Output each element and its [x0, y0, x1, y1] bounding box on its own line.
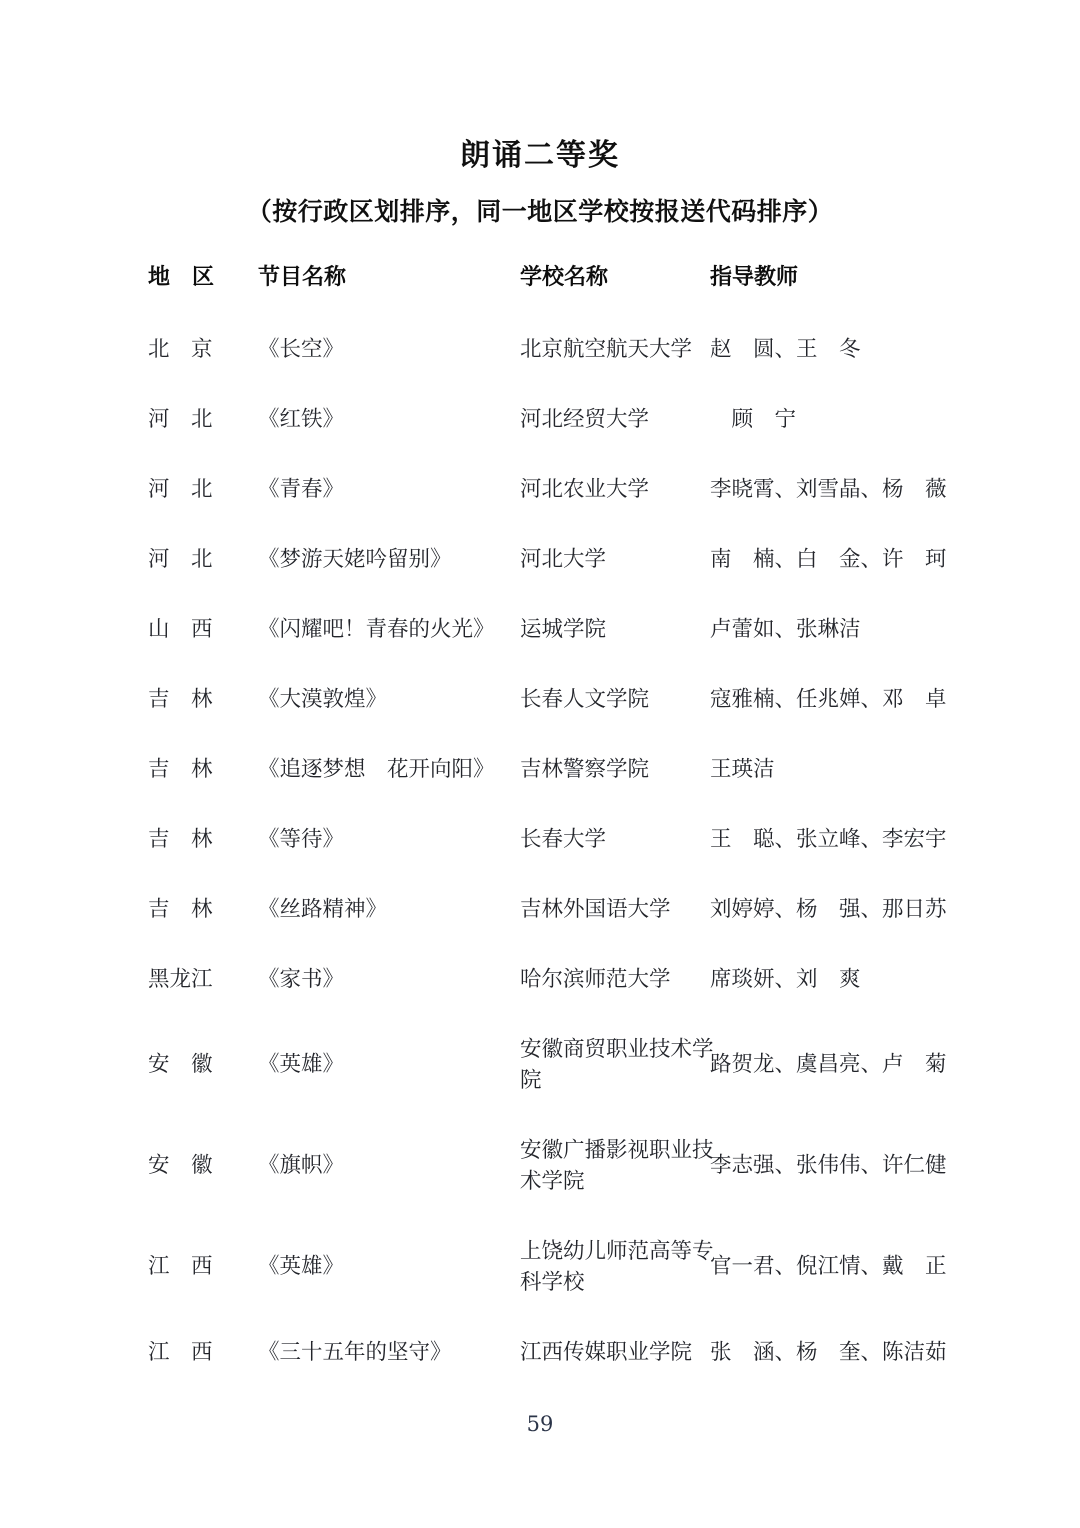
- cell-region: 河 北: [148, 407, 213, 432]
- cell-teacher: 王 聪、张立峰、李宏宇: [710, 827, 947, 852]
- cell-region: 江 西: [148, 1254, 213, 1279]
- cell-program: 《三十五年的坚守》: [258, 1340, 452, 1365]
- cell-program: 《丝路精神》: [258, 897, 388, 922]
- table-row: [148, 384, 948, 454]
- column-header-region: 地 区: [148, 264, 215, 290]
- column-header-school: 学校名称: [520, 264, 609, 290]
- table-body: [148, 314, 948, 1387]
- cell-region: 江 西: [148, 1340, 213, 1365]
- cell-school: 河北农业大学: [520, 477, 650, 502]
- cell-teacher: 刘婷婷、杨 强、那日苏: [710, 897, 947, 922]
- table-row: [148, 664, 948, 734]
- column-header-teacher: 指导教师: [710, 264, 799, 290]
- cell-region: 北 京: [148, 337, 213, 362]
- column-header-program: 节目名称: [258, 264, 347, 290]
- cell-teacher: 南 楠、白 金、许 珂: [710, 547, 947, 572]
- cell-teacher: 路贺龙、虞昌亮、卢 菊: [710, 1052, 947, 1077]
- cell-school: 运城学院: [520, 617, 607, 642]
- cell-teacher: 寇雅楠、任兆婵、邓 卓: [710, 687, 947, 712]
- table-row: [148, 1115, 948, 1216]
- cell-program: 《梦游天姥吟留别》: [258, 547, 452, 572]
- cell-region: 黑龙江: [148, 967, 213, 992]
- cell-region: 吉 林: [148, 827, 213, 852]
- cell-school: 上饶幼儿师范高等专科学校: [520, 1239, 714, 1295]
- cell-teacher: 赵 圆、王 冬: [710, 337, 861, 362]
- table-row: [148, 1216, 948, 1317]
- cell-teacher: 官一君、倪江情、戴 正: [710, 1254, 947, 1279]
- table-row: [148, 734, 948, 804]
- cell-program: 《红铁》: [258, 407, 345, 432]
- table-row: [148, 944, 948, 1014]
- page-subtitle: （按行政区划排序，同一地区学校按报送代码排序）: [246, 197, 834, 226]
- cell-school: 安徽广播影视职业技术学院: [520, 1138, 714, 1194]
- table-row: [148, 1014, 948, 1115]
- cell-region: 安 徽: [148, 1153, 213, 1178]
- page-number: 59: [526, 1412, 554, 1436]
- award-table: [148, 262, 948, 1387]
- cell-teacher: 李晓霄、刘雪晶、杨 薇: [710, 477, 947, 502]
- cell-teacher: 王瑛洁: [710, 757, 775, 782]
- cell-school: 长春人文学院: [520, 687, 650, 712]
- cell-region: 安 徽: [148, 1052, 213, 1077]
- table-row: [148, 1317, 948, 1387]
- cell-teacher: 席琰妍、刘 爽: [710, 967, 861, 992]
- cell-program: 《闪耀吧！青春的火光》: [258, 617, 495, 642]
- cell-teacher: 顾 宁: [710, 407, 797, 432]
- table-row: [148, 594, 948, 664]
- page-title: 朗诵二等奖: [460, 138, 620, 173]
- cell-region: 山 西: [148, 617, 213, 642]
- cell-school: 河北大学: [520, 547, 607, 572]
- cell-region: 吉 林: [148, 757, 213, 782]
- cell-teacher: 张 涵、杨 奎、陈洁茹: [710, 1340, 947, 1365]
- table-header-row: [148, 262, 948, 314]
- cell-school: 江西传媒职业学院: [520, 1340, 693, 1365]
- cell-program: 《英雄》: [258, 1052, 345, 1077]
- cell-school: 安徽商贸职业技术学院: [520, 1037, 714, 1093]
- cell-program: 《青春》: [258, 477, 345, 502]
- cell-school: 河北经贸大学: [520, 407, 650, 432]
- cell-region: 吉 林: [148, 687, 213, 712]
- cell-school: 吉林警察学院: [520, 757, 650, 782]
- cell-program: 《长空》: [258, 337, 345, 362]
- cell-program: 《家书》: [258, 967, 345, 992]
- cell-school: 吉林外国语大学: [520, 897, 671, 922]
- cell-program: 《大漠敦煌》: [258, 687, 388, 712]
- cell-school: 北京航空航天大学: [520, 337, 693, 362]
- cell-region: 河 北: [148, 477, 213, 502]
- table-row: [148, 804, 948, 874]
- cell-teacher: 卢蕾如、张琳洁: [710, 617, 861, 642]
- cell-teacher: 李志强、张伟伟、许仁健: [710, 1153, 947, 1178]
- table-row: [148, 874, 948, 944]
- cell-region: 河 北: [148, 547, 213, 572]
- table-row: [148, 454, 948, 524]
- cell-school: 哈尔滨师范大学: [520, 967, 671, 992]
- cell-program: 《英雄》: [258, 1254, 345, 1279]
- table-row: [148, 314, 948, 384]
- cell-program: 《旗帜》: [258, 1153, 345, 1178]
- cell-region: 吉 林: [148, 897, 213, 922]
- table-row: [148, 524, 948, 594]
- cell-program: 《等待》: [258, 827, 345, 852]
- cell-program: 《追逐梦想 花开向阳》: [258, 757, 495, 782]
- cell-school: 长春大学: [520, 827, 607, 852]
